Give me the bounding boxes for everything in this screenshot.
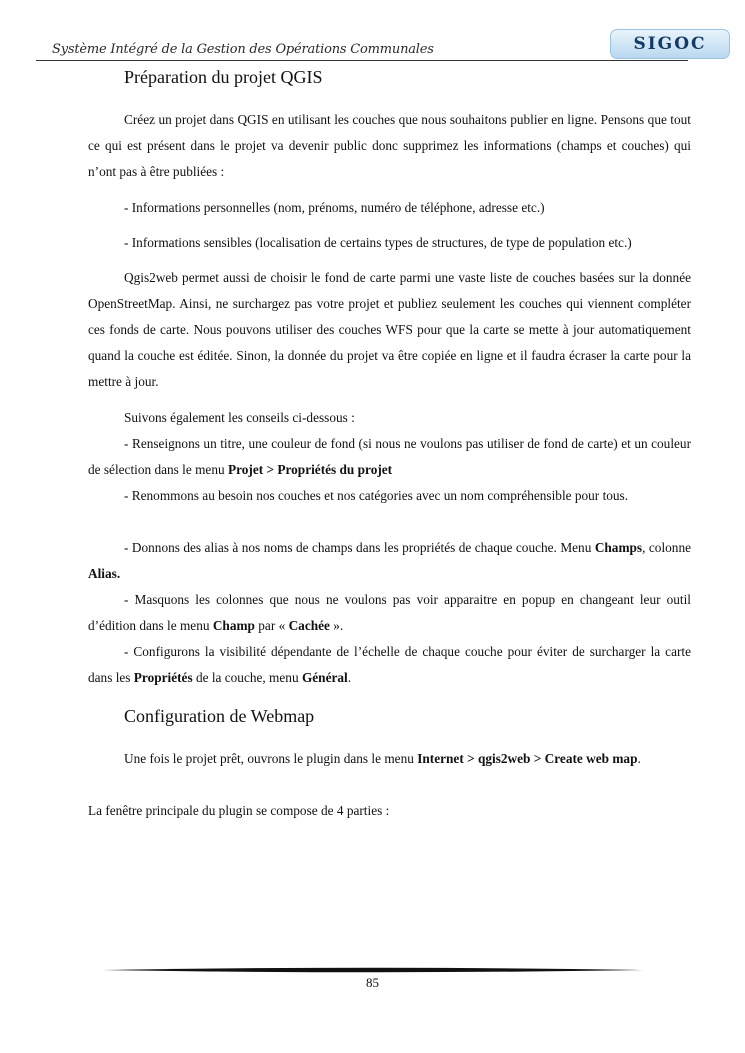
sigoc-logo <box>610 29 730 59</box>
advice-alias-mid: , colonne <box>642 540 691 555</box>
advice-scale-post: . <box>347 670 352 685</box>
menu-general: Général <box>301 670 348 685</box>
footer-divider <box>103 966 643 974</box>
logo-text: SIGOC <box>633 34 707 54</box>
section-title-configuration: Configuration de Webmap <box>124 706 315 726</box>
header-divider <box>36 60 688 61</box>
section-title-preparation: Préparation du projet QGIS <box>124 67 323 87</box>
advice-scale-text: - Configurons la visibilité dépendante de l’échelle de chaque couche pour éviter de surcharger la carte dans les <box>88 644 691 685</box>
advice-title-text: - Renseignons un titre, une couleur de fond (si nous ne voulons pas utiliser de fond de carte) et un couleur de sélection dans le menu <box>88 436 691 477</box>
advice-hide-post: ». <box>329 618 344 633</box>
column-alias: Alias. <box>88 566 121 581</box>
bullet-sensitive-info: - Informations sensibles (localisation de certains types de structures, de type de population etc.) <box>124 235 632 250</box>
menu-path-create-web-map: Internet > qgis2web > Create web map <box>417 751 638 766</box>
advice-scale-mid: de la couche, menu <box>192 670 302 685</box>
bullet-personal-info: - Informations personnelles (nom, prénoms, numéro de téléphone, adresse etc.) <box>124 200 545 215</box>
page-number: 85 <box>366 975 379 990</box>
paragraph-window-parts: La fenêtre principale du plugin se compose de 4 parties : <box>88 803 390 818</box>
advice-alias-text: - Donnons des alias à nos noms de champs dans les propriétés de chaque couche. Menu <box>124 540 595 555</box>
open-plugin-post: . <box>637 751 641 766</box>
advice-project-title <box>88 431 691 483</box>
open-plugin-text: Une fois le projet prêt, ouvrons le plugin dans le menu <box>124 751 418 766</box>
paragraph-intro: Créez un projet dans QGIS en utilisant les couches que nous souhaitons publier en ligne. Pensons que tout ce qui est présent dans le projet va devenir public donc supprimez les informations (champs et couches) qui n’ont pas à être publiées : <box>88 112 691 179</box>
header-title: Système Intégré de la Gestion des Opérations Communales <box>52 42 434 57</box>
advice-scale-visibility <box>88 639 691 691</box>
menu-path-project-properties: Projet > Propriétés du projet <box>227 462 393 477</box>
advice-rename-layers: - Renommons au besoin nos couches et nos catégories avec un nom compréhensible pour tous. <box>124 488 629 503</box>
paragraph-advice-intro: Suivons également les conseils ci-dessous : <box>124 410 355 425</box>
menu-champ: Champ <box>212 618 255 633</box>
paragraph-qgis2web: Qgis2web permet aussi de choisir le fond de carte parmi une vaste liste de couches basées sur la donnée OpenStreetMap. Ainsi, ne surchargez pas votre projet et publiez seulement les couches qui viennent compléter ces fonds de carte. Nous pouvons utiliser des couches WFS pour que la carte se mette à jour automatiquement quand la couche est éditée. Sinon, la donnée du projet va être copiée en ligne et il faudra écraser la carte pour la mettre à jour. <box>88 270 691 389</box>
advice-hide-text: - Masquons les colonnes que nous ne voulons pas voir apparaitre en popup en changeant leur outil d’édition dans le menu <box>88 592 691 633</box>
menu-champs: Champs <box>594 540 643 555</box>
paragraph-open-plugin <box>88 746 691 772</box>
advice-field-aliases <box>88 535 691 587</box>
advice-hide-mid: par « <box>254 618 289 633</box>
menu-proprietes: Propriétés <box>133 670 193 685</box>
option-cachee: Cachée <box>288 618 330 633</box>
advice-hide-columns <box>88 587 691 639</box>
